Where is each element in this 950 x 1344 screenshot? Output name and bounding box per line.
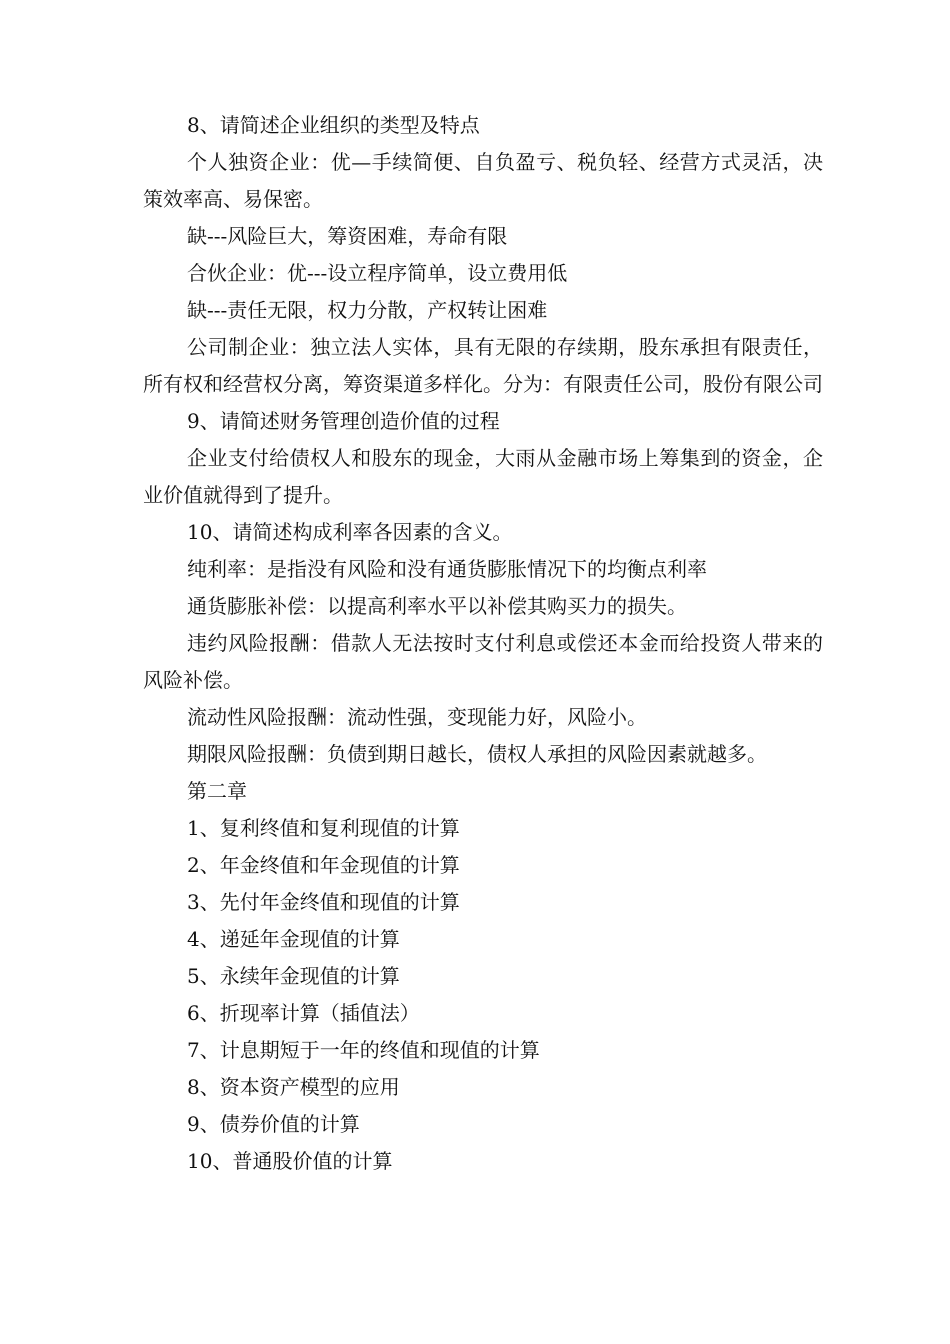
document-body	[143, 107, 823, 1180]
paragraph: 企业支付给债权人和股东的现金，大雨从金融市场上筹集到的资金，企业价值就得到了提升。	[143, 446, 823, 507]
list-item: 10、普通股价值的计算	[187, 1149, 393, 1173]
list-item: 2、年金终值和年金现值的计算	[187, 853, 460, 877]
paragraph: 通货膨胀补偿：以提高利率水平以补偿其购买力的损失。	[187, 594, 687, 618]
paragraph: 公司制企业：独立法人实体，具有无限的存续期，股东承担有限责任，所有权和经营权分离，筹资渠道多样化。分为：有限责任公司，股份有限公司	[143, 335, 823, 396]
paragraph: 纯利率：是指没有风险和没有通货膨胀情况下的均衡点利率	[187, 557, 707, 581]
paragraph: 违约风险报酬：借款人无法按时支付利息或偿还本金而给投资人带来的风险补偿。	[143, 631, 823, 692]
question-heading: 9、请简述财务管理创造价值的过程	[187, 409, 500, 433]
paragraph: 缺---责任无限，权力分散，产权转让困难	[187, 298, 548, 322]
list-item: 7、计息期短于一年的终值和现值的计算	[187, 1038, 540, 1062]
paragraph: 期限风险报酬：负债到期日越长，债权人承担的风险因素就越多。	[187, 742, 767, 766]
list-item: 1、复利终值和复利现值的计算	[187, 816, 460, 840]
question-heading: 8、请简述企业组织的类型及特点	[187, 113, 480, 137]
list-item: 4、递延年金现值的计算	[187, 927, 400, 951]
list-item: 9、债券价值的计算	[187, 1112, 360, 1136]
list-item: 8、资本资产模型的应用	[187, 1075, 400, 1099]
chapter-heading: 第二章	[187, 779, 247, 803]
paragraph: 个人独资企业：优—手续简便、自负盈亏、税负轻、经营方式灵活，决策效率高、易保密。	[143, 150, 823, 211]
list-item: 3、先付年金终值和现值的计算	[187, 890, 460, 914]
question-heading: 10、请简述构成利率各因素的含义。	[187, 520, 513, 544]
list-item: 6、折现率计算（插值法）	[187, 1001, 420, 1025]
paragraph: 合伙企业：优---设立程序简单，设立费用低	[187, 261, 568, 285]
paragraph: 流动性风险报酬：流动性强，变现能力好，风险小。	[187, 705, 647, 729]
paragraph: 缺---风险巨大，筹资困难，寿命有限	[187, 224, 508, 248]
list-item: 5、永续年金现值的计算	[187, 964, 400, 988]
